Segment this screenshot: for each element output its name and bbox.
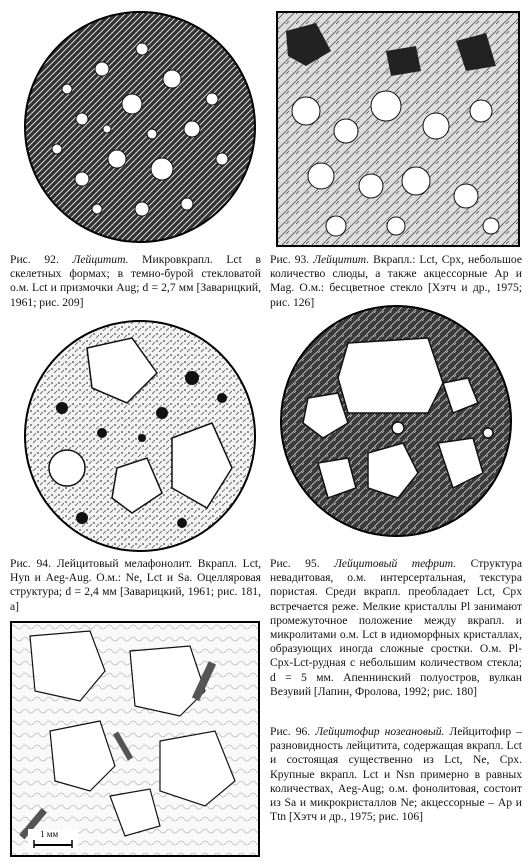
figure-93-caption: Рис. 93. Лейцитит. Вкрапл.: Lct, Cpx, небольшое количество слюды, а также акцессорные Ap и Mag. О.м.: бесцветное стекло [Хэтч и др., 1975; рис. 126] — [270, 253, 522, 309]
figure-94-micrograph — [22, 318, 258, 554]
scale-bar-label: 1 мм — [40, 829, 59, 839]
figure-96-caption: Рис. 96. Лейцитофир нозеановый. Лейцитофир – разновидность лейцитита, содержащая вкрапл. Lct и состоящая существенно из Lct, Ne, Cpx. Крупные вкрапл. Lct и Nsn примерно в равных количествах, Aeg-Aug; о.м. фонолитовая, состоит из Sa и микрокристаллов Ne; акцессорные – Ap и Ttn [Хэтч и др., 1975; рис. 106] — [270, 725, 522, 824]
figure-92-caption: Рис. 92. Лейцитит. Микровкрапл. Lct в скелетных формах; в темно-бурой стекловатой о.м. Lct и призмочки Aug; d = 2,7 мм [Заварицкий, 1961; рис. 209] — [10, 253, 261, 309]
figure-93-micrograph — [276, 11, 520, 247]
figure-95-micrograph — [278, 303, 514, 539]
figure-94-caption: Рис. 94. Лейцитовый мелафонолит. Вкрапл. Lct, Hyn и Aeg-Aug. О.м.: Ne, Lct и Sa. Оцелляровая структура; d = 2,4 мм [Заварицкий, 1961; рис. 181, а] — [10, 557, 261, 613]
figure-92-micrograph — [22, 9, 258, 245]
figure-95-caption: Рис. 95. Лейцитовый тефрит. Структура невадитовая, о.м. интерсертальная, текстура пористая. Среди вкрапл. преобладает Lct, Cpx встречается реже. Мелкие кристаллы Pl занимают промежуточное положение между вкрапл. и микролитами о.м. Lct в идиоморфных кристаллах, образующих иногда сложные сростки. О.м. Pl-Cpx-Lct-рудная с небольшим количеством стекла; d = 5 мм. Апеннинский полуостров, вулкан Везувий [Лапин, Фролова, 1992; рис. 180] — [270, 557, 522, 698]
figure-96-micrograph — [10, 621, 260, 857]
